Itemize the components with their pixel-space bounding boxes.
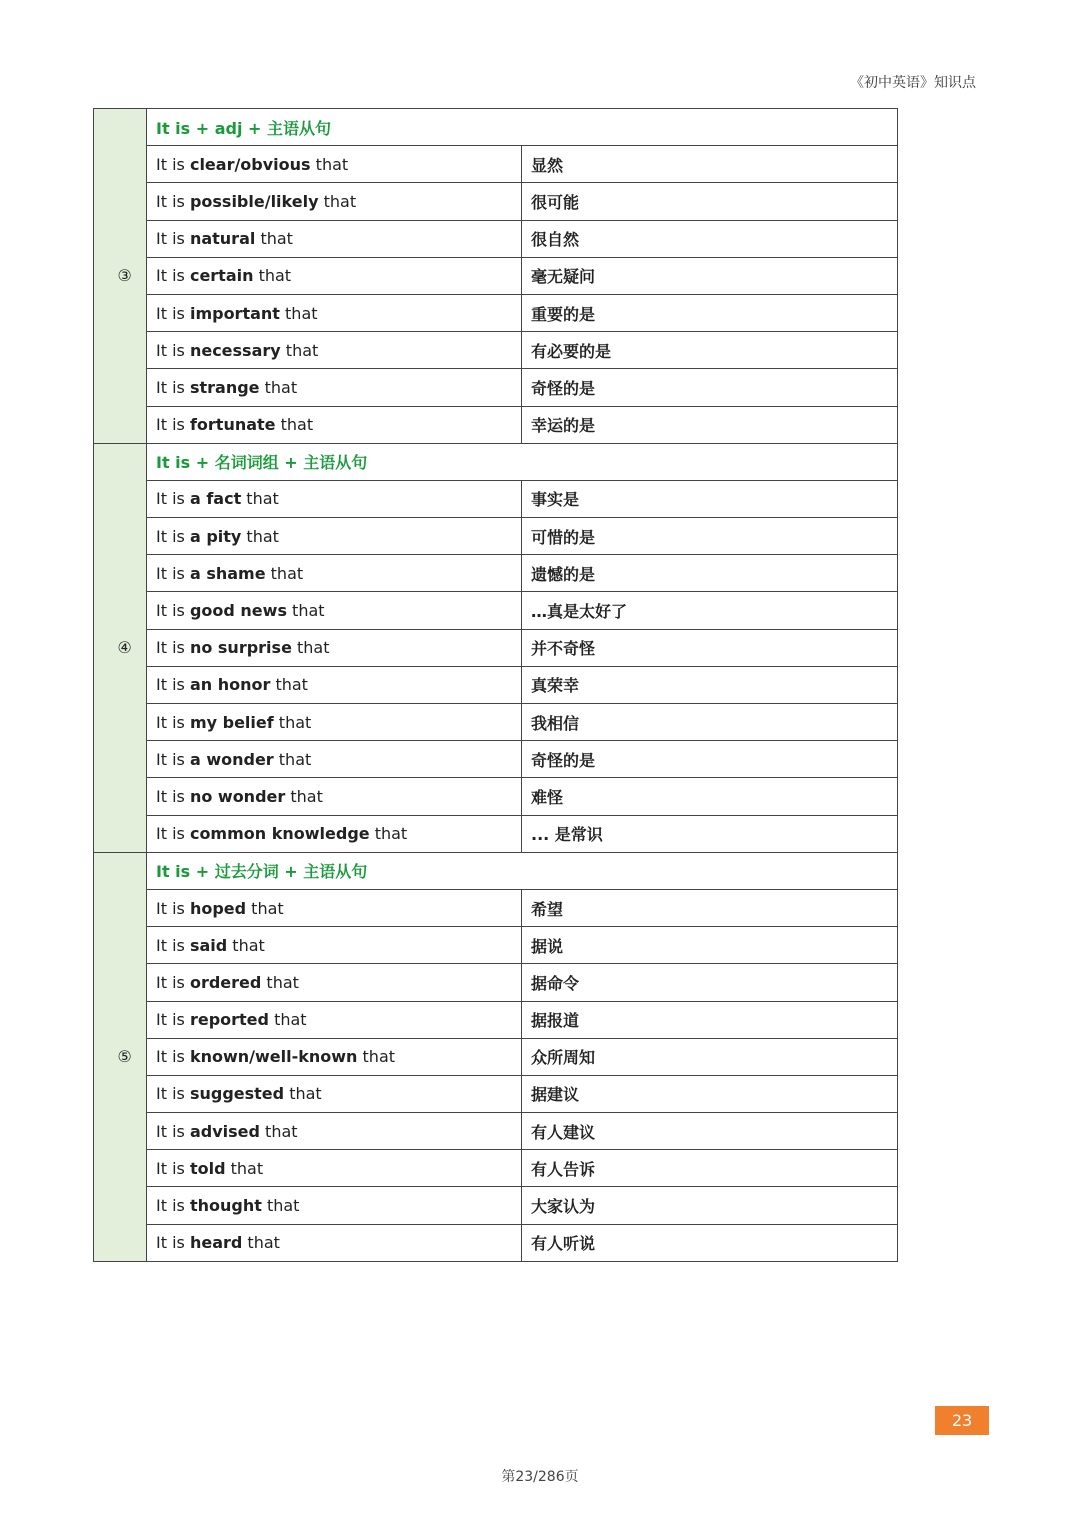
phrase-suffix: that — [275, 415, 314, 435]
section-heading: It is + 过去分词 + 主语从句 — [147, 852, 898, 889]
english-phrase — [147, 1038, 522, 1075]
english-phrase — [147, 778, 522, 815]
phrase-suffix: that — [265, 563, 304, 583]
phrase-keyword: no surprise — [189, 638, 292, 658]
chinese-meaning: 并不奇怪 — [522, 629, 898, 666]
table-row — [94, 1187, 898, 1224]
english-phrase — [147, 1075, 522, 1112]
phrase-prefix: It is — [156, 1233, 190, 1253]
page-number-badge: 23 — [935, 1406, 989, 1435]
table-row — [94, 889, 898, 926]
phrase-keyword: thought — [189, 1196, 262, 1216]
phrase-keyword: fortunate — [189, 415, 276, 435]
phrase-prefix: It is — [156, 526, 190, 546]
section-heading: It is + adj + 主语从句 — [147, 109, 898, 146]
table-row — [94, 1038, 898, 1075]
table-row — [94, 220, 898, 257]
phrase-keyword: said — [189, 935, 228, 955]
chinese-meaning: 据命令 — [522, 964, 898, 1001]
english-phrase — [147, 1001, 522, 1038]
english-phrase — [147, 815, 522, 852]
chinese-meaning: 难怪 — [522, 778, 898, 815]
phrase-keyword: known/well-known — [189, 1047, 358, 1067]
table-row — [94, 1113, 898, 1150]
phrase-prefix: It is — [156, 415, 190, 435]
phrase-keyword: a fact — [189, 489, 242, 509]
phrase-prefix: It is — [156, 563, 190, 583]
phrase-prefix: It is — [156, 786, 190, 806]
phrase-prefix: It is — [156, 1158, 190, 1178]
table-row — [94, 480, 898, 517]
phrase-suffix: that — [369, 824, 408, 844]
phrase-keyword: good news — [189, 601, 287, 621]
english-phrase — [147, 666, 522, 703]
phrase-prefix: It is — [156, 1084, 190, 1104]
table-row — [94, 592, 898, 629]
phrase-suffix: that — [279, 303, 318, 323]
chinese-meaning: 希望 — [522, 889, 898, 926]
table-row — [94, 1224, 898, 1261]
grammar-table — [93, 108, 898, 1262]
phrase-keyword: my belief — [189, 712, 274, 732]
phrase-suffix: that — [253, 266, 292, 286]
chinese-meaning: 有人听说 — [522, 1224, 898, 1261]
phrase-keyword: a pity — [189, 526, 242, 546]
phrase-prefix: It is — [156, 972, 190, 992]
phrase-keyword: important — [189, 303, 280, 323]
english-phrase — [147, 257, 522, 294]
phrase-prefix: It is — [156, 824, 190, 844]
phrase-suffix: that — [261, 972, 299, 992]
phrase-prefix: It is — [156, 489, 190, 509]
phrase-keyword: ordered — [189, 972, 262, 992]
english-phrase — [147, 146, 522, 183]
phrase-keyword: told — [189, 1158, 226, 1178]
phrase-prefix: It is — [156, 1196, 190, 1216]
phrase-keyword: natural — [189, 229, 256, 249]
chinese-meaning: 有人建议 — [522, 1113, 898, 1150]
phrase-keyword: hoped — [189, 898, 247, 918]
table-row — [94, 518, 898, 555]
english-phrase — [147, 704, 522, 741]
english-phrase — [147, 406, 522, 443]
chinese-meaning: 据说 — [522, 927, 898, 964]
english-phrase — [147, 369, 522, 406]
table-row — [94, 257, 898, 294]
phrase-prefix: It is — [156, 191, 190, 211]
phrase-suffix: that — [284, 1084, 322, 1104]
table-row — [94, 146, 898, 183]
section-heading-row — [94, 443, 898, 480]
document-header-title: 《初中英语》知识点 — [850, 75, 976, 91]
phrase-prefix: It is — [156, 601, 190, 621]
english-phrase — [147, 518, 522, 555]
phrase-suffix: that — [225, 1158, 264, 1178]
phrase-keyword: an honor — [189, 675, 271, 695]
phrase-suffix: that — [241, 526, 279, 546]
english-phrase — [147, 480, 522, 517]
english-phrase — [147, 220, 522, 257]
english-phrase — [147, 964, 522, 1001]
chinese-meaning: ... 是常识 — [522, 815, 898, 852]
phrase-suffix: that — [286, 601, 325, 621]
table-row — [94, 927, 898, 964]
table-row — [94, 704, 898, 741]
phrase-prefix: It is — [156, 377, 190, 397]
phrase-suffix: that — [255, 229, 293, 249]
phrase-suffix: that — [318, 191, 357, 211]
chinese-meaning: 我相信 — [522, 704, 898, 741]
phrase-suffix: that — [273, 712, 312, 732]
table-row — [94, 369, 898, 406]
chinese-meaning: 据建议 — [522, 1075, 898, 1112]
table-row — [94, 741, 898, 778]
chinese-meaning: 大家认为 — [522, 1187, 898, 1224]
phrase-suffix: that — [357, 1047, 396, 1067]
table-row — [94, 406, 898, 443]
table-row — [94, 294, 898, 331]
phrase-prefix: It is — [156, 749, 190, 769]
phrase-prefix: It is — [156, 229, 190, 249]
phrase-keyword: clear/obvious — [189, 154, 311, 174]
phrase-keyword: certain — [189, 266, 254, 286]
chinese-meaning: 众所周知 — [522, 1038, 898, 1075]
section-heading-row — [94, 852, 898, 889]
phrase-suffix: that — [270, 675, 308, 695]
section-number: ⑤ — [94, 852, 147, 1261]
chinese-meaning: 事实是 — [522, 480, 898, 517]
table-row — [94, 1075, 898, 1112]
english-phrase — [147, 741, 522, 778]
phrase-prefix: It is — [156, 898, 190, 918]
phrase-suffix: that — [261, 1196, 300, 1216]
chinese-meaning: 奇怪的是 — [522, 741, 898, 778]
phrase-keyword: common knowledge — [189, 824, 370, 844]
english-phrase — [147, 1113, 522, 1150]
chinese-meaning: 重要的是 — [522, 294, 898, 331]
phrase-keyword: heard — [189, 1233, 243, 1253]
phrase-keyword: reported — [189, 1010, 269, 1030]
chinese-meaning: 可惜的是 — [522, 518, 898, 555]
table-row — [94, 629, 898, 666]
table-row — [94, 666, 898, 703]
section-heading-row — [94, 109, 898, 146]
phrase-prefix: It is — [156, 303, 190, 323]
english-phrase — [147, 1224, 522, 1261]
english-phrase — [147, 889, 522, 926]
phrase-keyword: necessary — [189, 340, 281, 360]
english-phrase — [147, 332, 522, 369]
phrase-prefix: It is — [156, 340, 190, 360]
phrase-prefix: It is — [156, 266, 190, 286]
table-row — [94, 778, 898, 815]
table-row — [94, 964, 898, 1001]
chinese-meaning: 有人告诉 — [522, 1150, 898, 1187]
chinese-meaning: 有必要的是 — [522, 332, 898, 369]
phrase-keyword: no wonder — [189, 786, 286, 806]
english-phrase — [147, 629, 522, 666]
table-row — [94, 183, 898, 220]
chinese-meaning: 据报道 — [522, 1001, 898, 1038]
english-phrase — [147, 294, 522, 331]
phrase-suffix: that — [246, 898, 284, 918]
phrase-suffix: that — [280, 340, 319, 360]
chinese-meaning: 显然 — [522, 146, 898, 183]
phrase-suffix: that — [259, 1121, 298, 1141]
chinese-meaning: …真是太好了 — [522, 592, 898, 629]
phrase-suffix: that — [241, 489, 279, 509]
section-number: ③ — [94, 109, 147, 444]
phrase-prefix: It is — [156, 638, 190, 658]
chinese-meaning: 很自然 — [522, 220, 898, 257]
phrase-suffix: that — [273, 749, 312, 769]
phrase-prefix: It is — [156, 935, 190, 955]
phrase-keyword: a wonder — [189, 749, 274, 769]
phrase-prefix: It is — [156, 1121, 190, 1141]
phrase-keyword: suggested — [189, 1084, 285, 1104]
phrase-suffix: that — [291, 638, 330, 658]
phrase-suffix: that — [268, 1010, 307, 1030]
phrase-prefix: It is — [156, 1010, 190, 1030]
table-row — [94, 555, 898, 592]
section-number: ④ — [94, 443, 147, 852]
phrase-keyword: a shame — [189, 563, 266, 583]
phrase-prefix: It is — [156, 675, 190, 695]
phrase-suffix: that — [242, 1233, 280, 1253]
grammar-table-body — [94, 109, 898, 1262]
section-heading: It is + 名词词组 + 主语从句 — [147, 443, 898, 480]
english-phrase — [147, 592, 522, 629]
phrase-prefix: It is — [156, 712, 190, 732]
phrase-suffix: that — [285, 786, 323, 806]
phrase-prefix: It is — [156, 154, 190, 174]
chinese-meaning: 奇怪的是 — [522, 369, 898, 406]
phrase-keyword: strange — [189, 377, 260, 397]
chinese-meaning: 幸运的是 — [522, 406, 898, 443]
phrase-suffix: that — [259, 377, 298, 397]
chinese-meaning: 真荣幸 — [522, 666, 898, 703]
phrase-suffix: that — [227, 935, 265, 955]
table-row — [94, 332, 898, 369]
table-row — [94, 1150, 898, 1187]
english-phrase — [147, 183, 522, 220]
table-row — [94, 1001, 898, 1038]
english-phrase — [147, 1187, 522, 1224]
english-phrase — [147, 1150, 522, 1187]
english-phrase — [147, 927, 522, 964]
english-phrase — [147, 555, 522, 592]
phrase-prefix: It is — [156, 1047, 190, 1067]
page-indicator: 第23/286页 — [501, 1469, 579, 1485]
phrase-keyword: advised — [189, 1121, 260, 1141]
phrase-suffix: that — [310, 154, 349, 174]
phrase-keyword: possible/likely — [189, 191, 319, 211]
chinese-meaning: 遗憾的是 — [522, 555, 898, 592]
chinese-meaning: 毫无疑问 — [522, 257, 898, 294]
chinese-meaning: 很可能 — [522, 183, 898, 220]
table-row — [94, 815, 898, 852]
